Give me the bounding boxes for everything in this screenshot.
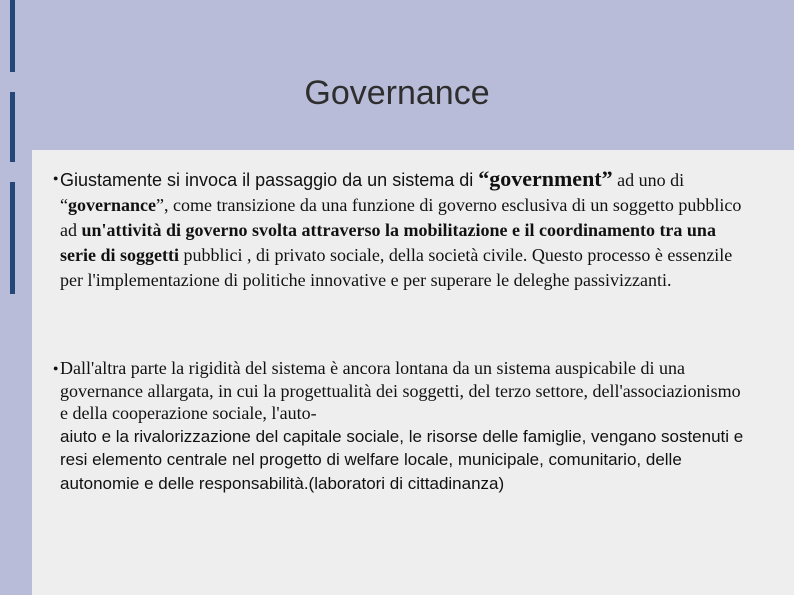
bullet-icon: ● xyxy=(53,173,59,183)
left-edge-bar xyxy=(10,0,15,72)
text-segment: ”, come transizione da una funzione di governo esclusiva di un soggetto pubblico ad xyxy=(60,195,742,240)
text-segment-bold: un'attività di governo svolta attraverso la mobilitazione e il coordinamento tra una serie di soggetti xyxy=(60,220,716,265)
bullet-icon: ● xyxy=(53,363,59,373)
text-segment-bold: “government” xyxy=(478,166,613,191)
paragraph-rigidity xyxy=(53,357,750,495)
text-segment: pubblici , di privato sociale, della società civile. Questo processo è essenzile per l'implementazione di politiche innovative e per superare le deleghe passivizzanti. xyxy=(60,245,733,290)
text-segment: Giustamente si invoca il passaggio da un sistema di xyxy=(60,170,479,190)
text-segment-bold: governance xyxy=(68,195,156,215)
slide-title: Governance xyxy=(304,74,490,112)
text-segment: aiuto e la rivalorizzazione del capitale sociale, le risorse delle famiglie, vengano sostenuti e resi elemento centrale nel progetto di welfare locale, municipale, comunitario, delle autonomie e delle responsabilità.(laboratori di cittadinanza) xyxy=(60,426,744,493)
paragraph-governance xyxy=(53,166,750,293)
text-segment: ad uno di “ xyxy=(60,170,685,215)
left-edge-bar xyxy=(10,182,15,294)
text-segment: Dall'altra parte la rigidità del sistema è ancora lontana da un sistema auspicabile di una governance allargata, in cui la progettualità dei soggetti, del terzo settore, dell'associazionismo e della cooperazione sociale, l'auto- xyxy=(60,358,741,423)
